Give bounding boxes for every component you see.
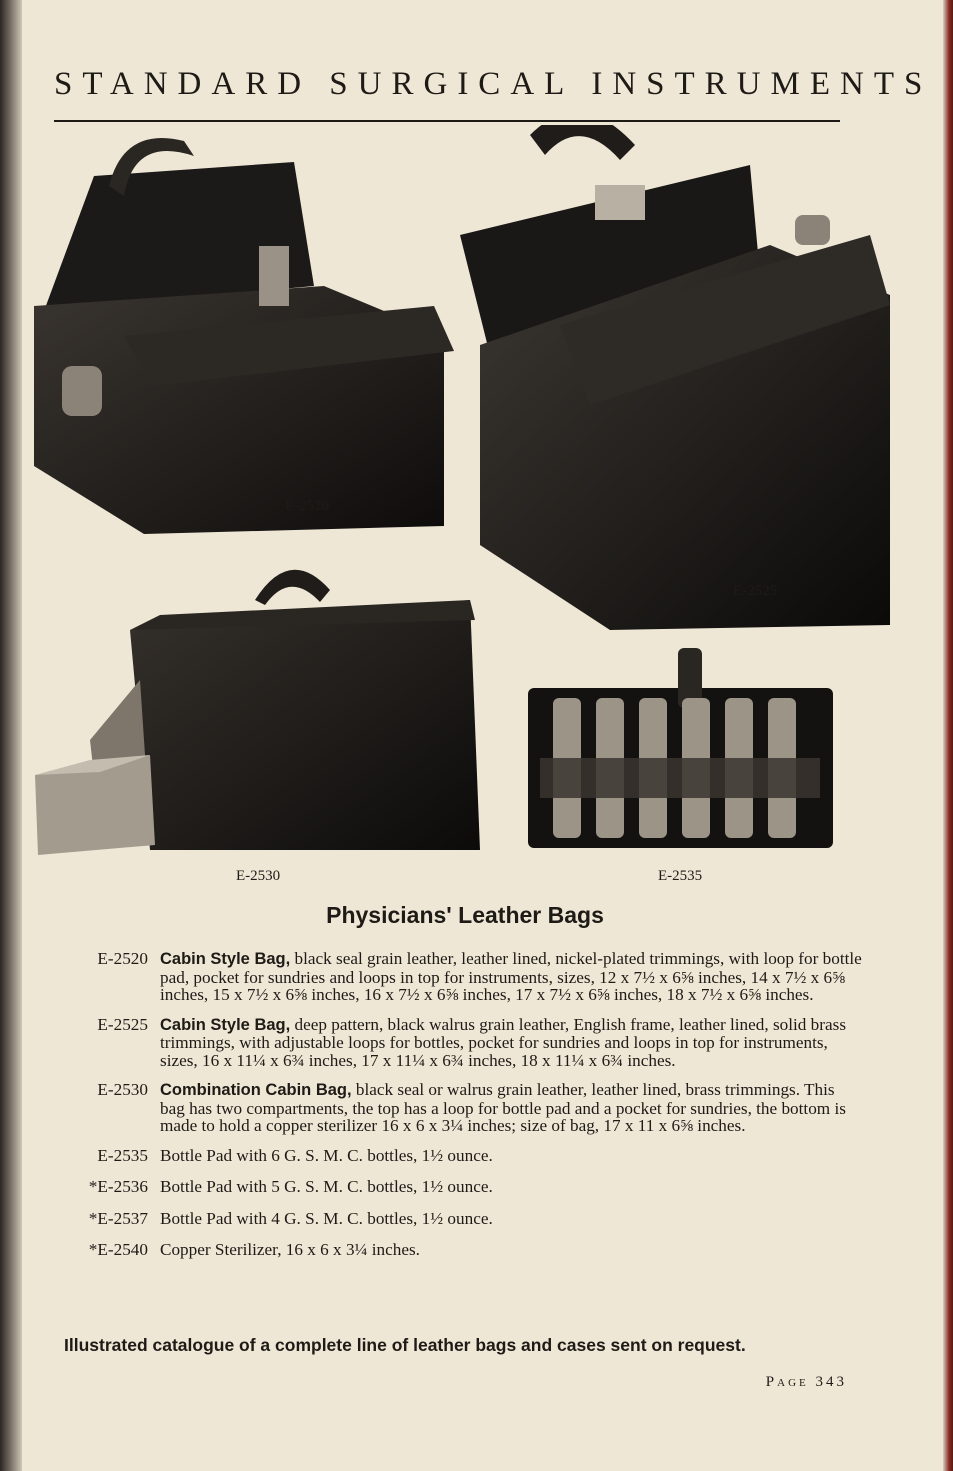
product-code: E-2530 [97,1080,148,1099]
product-entry [50,1241,862,1259]
product-code: *E-2537 [88,1208,148,1228]
product-description: Bottle Pad with 5 G. S. M. C. bottles, 1½ ounce. [160,1177,493,1196]
bag-photo-e2530 [30,560,480,860]
product-description: deep pattern, black walrus grain leather, English frame, leather lined, solid brass trimmings, with adjustable loops for bottles, pocket for sundries and loops in top for instruments, sizes, 16 x 11¼ x 6¾ inches, 17 x 11¼ x 6¾ inches, 18 x 11¼ x 6¾ inches. [160,1014,847,1070]
product-code: *E-2540 [88,1240,148,1259]
product-entry [50,1147,862,1165]
figure-caption-e2535: E-2535 [658,868,703,884]
book-binding-left [0,0,22,1471]
product-description: Bottle Pad with 6 G. S. M. C. bottles, 1½ ounce. [160,1145,493,1165]
figure-caption-e2525: E-2525 [733,583,778,599]
product-name: Cabin Style Bag, [160,1015,291,1034]
product-code: *E-2536 [88,1177,148,1196]
product-list [50,950,862,1273]
footer-note: Illustrated catalogue of a complete line of leather bags and cases sent on request. [64,1335,746,1355]
page-header [54,62,933,122]
product-entry [50,1178,862,1196]
product-name: Cabin Style Bag, [160,950,291,968]
figure-caption-e2530: E-2530 [236,868,281,884]
book-binding-right [943,0,953,1471]
product-description: black seal or walrus grain leather, leather lined, brass trimmings. This bag has two compartments, the top has a loop for bottle pad and a pocket for sundries, the bottom is made to hold a copper sterilizer 16 x 6 x 3¼ inches; size of bag, 17 x 11 x 6⅝ inches. [160,1080,846,1135]
product-code: E-2520 [97,949,148,968]
bag-photo-e2525 [450,125,894,630]
bag-photo-e2520 [24,136,464,536]
product-name: Combination Cabin Bag, [160,1081,352,1099]
product-entry [50,1016,862,1070]
page-number: Page 343 [765,1374,847,1390]
product-code: E-2525 [97,1014,148,1034]
figure-caption-e2520: E-2520 [285,498,330,514]
product-description: Bottle Pad with 4 G. S. M. C. bottles, 1½ ounce. [160,1208,493,1228]
page-title: STANDARD SURGICAL INSTRUMENTS [54,66,933,102]
product-entry [50,1081,862,1135]
product-entry [50,950,862,1004]
product-description: Copper Sterilizer, 16 x 6 x 3¼ inches. [160,1240,420,1259]
product-entry [50,1210,862,1228]
product-code: E-2535 [97,1145,148,1165]
product-description: black seal grain leather, leather lined, nickel-plated trimmings, with loop for bottle pad, pocket for sundries and loops in top for instruments, sizes, 12 x 7½ x 6⅝ inches, 14 x 7½ x 6⅝ inches, 15 x 7½ x 6⅝ inches, 16 x 7½ x 6⅝ inches, 17 x 7½ x 6⅝ inches, 18 x 7½ x 6⅝ inches. [160,949,862,1004]
bottle-pad-photo-e2535 [528,648,833,848]
section-title: Physicians' Leather Bags [326,902,604,928]
